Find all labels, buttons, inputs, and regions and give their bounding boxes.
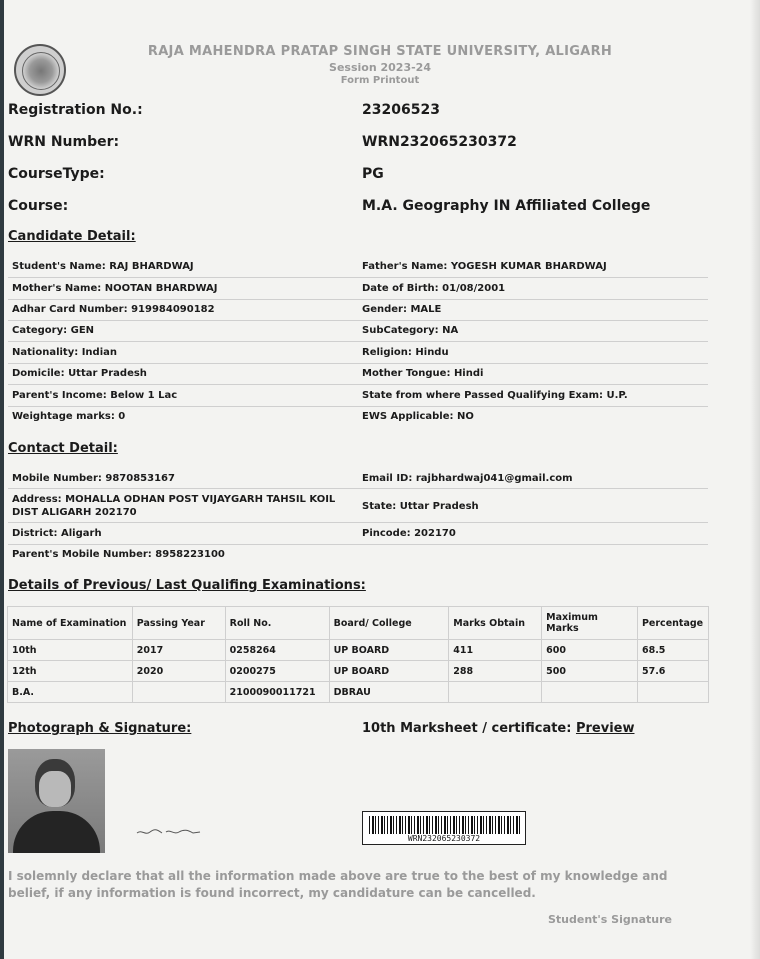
parents-income: Parent's Income: Below 1 Lac [12, 390, 178, 401]
course-label: Course: [8, 198, 69, 214]
ews-applicable: EWS Applicable: NO [362, 411, 474, 422]
session-label: Session 2023-24 [329, 61, 431, 74]
registration-value: 23206523 [362, 102, 440, 118]
divider [8, 277, 708, 278]
religion: Religion: Hindu [362, 347, 449, 358]
photo-body-shape [13, 811, 100, 853]
column-header: Maximum Marks [542, 607, 638, 640]
column-header: Marks Obtain [449, 607, 542, 640]
state: State: Uttar Pradesh [362, 501, 479, 512]
divider [8, 363, 708, 364]
table-cell: 288 [449, 661, 542, 682]
marksheet-row [362, 721, 634, 736]
wrn-value: WRN232065230372 [362, 134, 517, 150]
weightage-marks: Weightage marks: 0 [12, 411, 126, 422]
student-signature-label: Student's Signature [548, 913, 672, 926]
table-cell: 0200275 [225, 661, 329, 682]
preview-link[interactable]: Preview [575, 721, 635, 736]
father-name: Father's Name: YOGESH KUMAR BHARDWAJ [362, 261, 607, 272]
photo-face-shape [39, 771, 71, 807]
subcategory: SubCategory: NA [362, 325, 459, 336]
coursetype-value: PG [362, 166, 384, 182]
table-cell: UP BOARD [329, 661, 449, 682]
column-header: Passing Year [132, 607, 225, 640]
divider [8, 544, 708, 545]
table-cell: 2020 [132, 661, 225, 682]
wrn-label: WRN Number: [8, 134, 120, 150]
candidate-detail-heading: Candidate Detail: [8, 229, 136, 244]
date-of-birth: Date of Birth: 01/08/2001 [362, 283, 506, 294]
student-name: Student's Name: RAJ BHARDWAJ [12, 261, 194, 272]
coursetype-label: CourseType: [8, 166, 105, 182]
table-cell: B.A. [8, 682, 133, 703]
mother-tongue: Mother Tongue: Hindi [362, 368, 484, 379]
photo-signature-heading: Photograph & Signature: [8, 721, 192, 736]
candidate-signature [136, 827, 202, 837]
scan-edge-right [750, 0, 760, 959]
exam-table [7, 606, 709, 703]
barcode-bars [369, 816, 521, 834]
table-cell: 411 [449, 640, 542, 661]
district: District: Aligarh [12, 528, 102, 539]
table-cell [132, 682, 225, 703]
divider [8, 384, 708, 385]
contact-detail-heading: Contact Detail: [8, 441, 118, 456]
divider [8, 406, 708, 407]
table-row [8, 640, 709, 661]
gender: Gender: MALE [362, 304, 442, 315]
table-cell [542, 682, 638, 703]
email-id: Email ID: rajbhardwaj041@gmail.com [362, 473, 573, 484]
column-header: Board/ College [329, 607, 449, 640]
table-cell [449, 682, 542, 703]
form-printout-label: Form Printout [340, 75, 420, 86]
candidate-photo [8, 749, 105, 853]
table-cell: 10th [8, 640, 133, 661]
adhar-number: Adhar Card Number: 919984090182 [12, 304, 215, 315]
barcode-text: WRN232065230372 [407, 834, 481, 843]
scan-edge-left [0, 0, 4, 959]
mobile-number: Mobile Number: 9870853167 [12, 473, 175, 484]
divider [8, 341, 708, 342]
table-cell: 600 [542, 640, 638, 661]
table-cell [637, 682, 708, 703]
qualifying-state: State from where Passed Qualifying Exam: U.P. [362, 390, 628, 401]
category: Category: GEN [12, 325, 95, 336]
divider [8, 522, 708, 523]
parent-mobile-number: Parent's Mobile Number: 8958223100 [12, 549, 225, 560]
exam-details-heading: Details of Previous/ Last Qualifing Examinations: [8, 578, 366, 593]
marksheet-label: 10th Marksheet / certificate: [362, 721, 576, 736]
wrn-barcode [362, 811, 526, 845]
table-cell: 2100090011721 [225, 682, 329, 703]
exam-table-header [8, 607, 709, 640]
table-cell: 57.6 [637, 661, 708, 682]
table-cell: DBRAU [329, 682, 449, 703]
mother-name: Mother's Name: NOOTAN BHARDWAJ [12, 283, 218, 294]
university-name: RAJA MAHENDRA PRATAP SINGH STATE UNIVERSITY, ALIGARH [147, 44, 613, 59]
address: Address: MOHALLA ODHAN POST VIJAYGARH TAHSIL KOIL DIST ALIGARH 202170 [12, 494, 336, 518]
column-header: Percentage [637, 607, 708, 640]
divider [8, 299, 708, 300]
table-row [8, 661, 709, 682]
table-cell: 500 [542, 661, 638, 682]
column-header: Roll No. [225, 607, 329, 640]
pincode: Pincode: 202170 [362, 528, 456, 539]
divider [8, 488, 708, 489]
table-cell: UP BOARD [329, 640, 449, 661]
column-header: Name of Examination [8, 607, 133, 640]
table-cell: 0258264 [225, 640, 329, 661]
domicile: Domicile: Uttar Pradesh [12, 368, 147, 379]
declaration-text: I solemnly declare that all the information made above are true to the best of my knowledge and belief, if any information is found incorrect, my candidature can be cancelled. [8, 869, 668, 900]
table-cell: 2017 [132, 640, 225, 661]
nationality: Nationality: Indian [12, 347, 117, 358]
table-row [8, 682, 709, 703]
table-cell: 12th [8, 661, 133, 682]
registration-label: Registration No.: [8, 102, 143, 118]
table-cell: 68.5 [637, 640, 708, 661]
divider [8, 320, 708, 321]
course-value: M.A. Geography IN Affiliated College [362, 198, 651, 214]
